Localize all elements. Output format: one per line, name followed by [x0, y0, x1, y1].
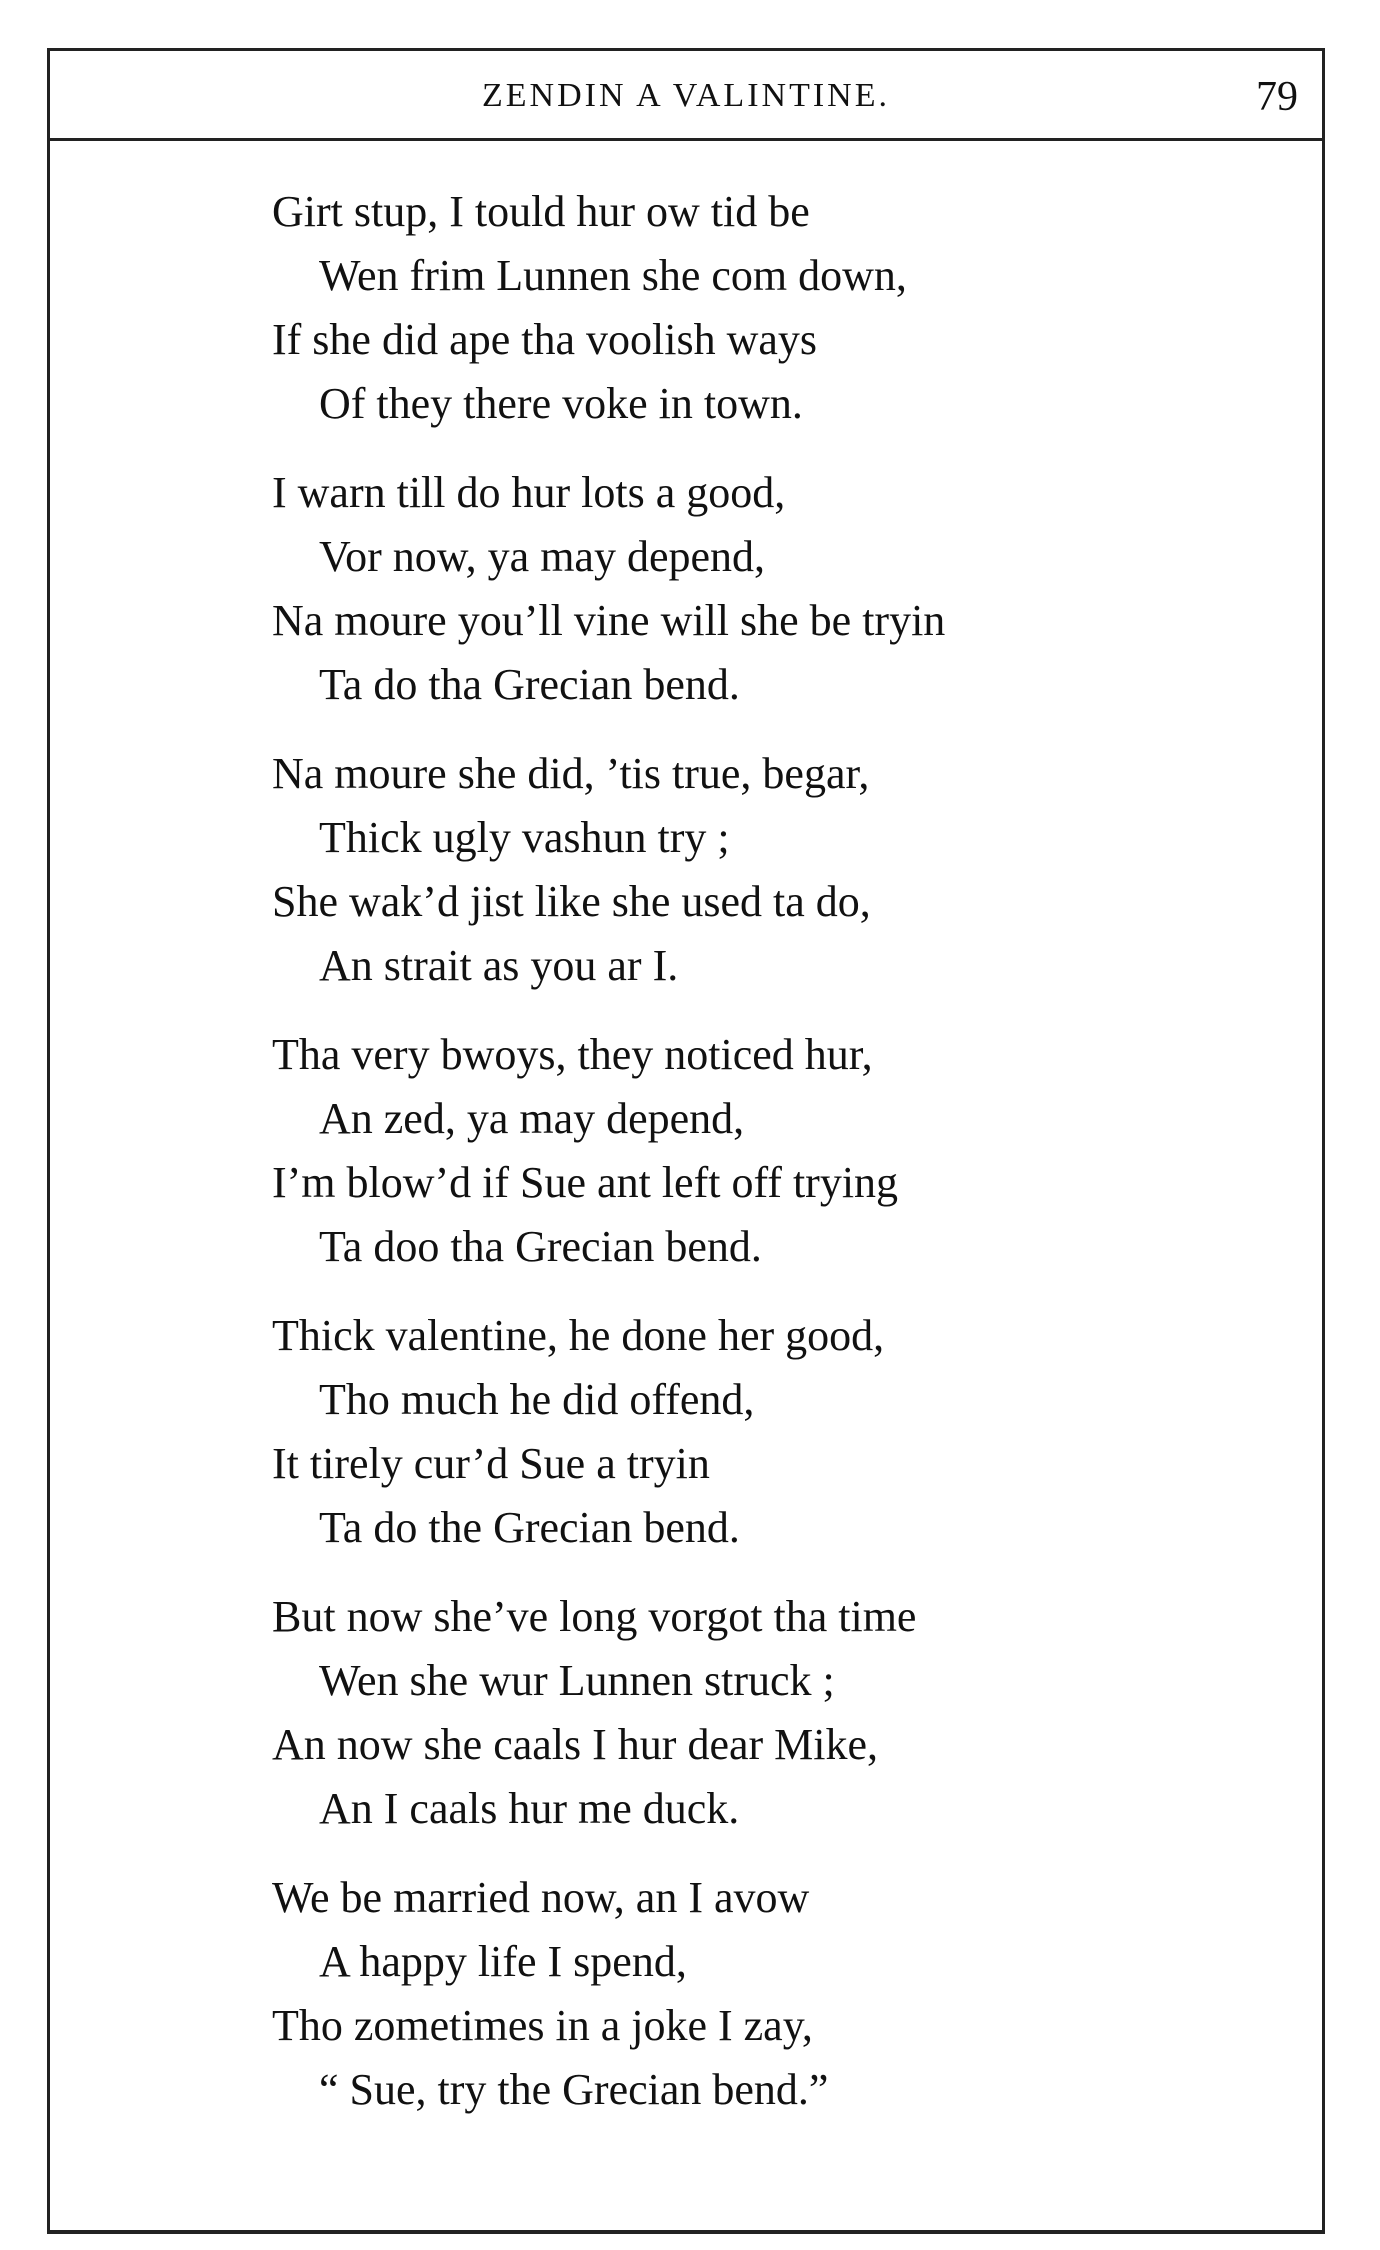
- stanza-3: [272, 742, 1172, 998]
- poem-line: An strait as you ar I.: [319, 941, 679, 990]
- poem: [272, 180, 1172, 2147]
- running-title: ZENDIN A VALINTINE.: [482, 77, 890, 114]
- poem-line: Wen she wur Lunnen struck ;: [319, 1656, 835, 1705]
- poem-line: An I caals hur me duck.: [319, 1784, 740, 1833]
- stanza-7: [272, 1866, 1172, 2122]
- poem-line: Ta do tha Grecian bend.: [319, 660, 740, 709]
- poem-line: It tirely cur’d Sue a tryin: [272, 1439, 710, 1488]
- poem-line: Wen frim Lunnen she com down,: [319, 251, 907, 300]
- poem-line: Tha very bwoys, they noticed hur,: [272, 1030, 873, 1079]
- stanza-6: [272, 1585, 1172, 1841]
- poem-line: Tho zometimes in a joke I zay,: [272, 2001, 813, 2050]
- page-number: 79: [1256, 74, 1298, 120]
- poem-line: Thick ugly vashun try ;: [319, 813, 730, 862]
- poem-line: An now she caals I hur dear Mike,: [272, 1720, 879, 1769]
- poem-line: Ta do the Grecian bend.: [319, 1503, 740, 1552]
- poem-line: A happy life I spend,: [319, 1937, 687, 1986]
- poem-line: Vor now, ya may depend,: [319, 532, 766, 581]
- poem-line: Girt stup, I tould hur ow tid be: [272, 187, 810, 236]
- poem-line: I warn till do hur lots a good,: [272, 468, 786, 517]
- poem-line: If she did ape tha voolish ways: [272, 315, 817, 364]
- poem-line: “ Sue, try the Grecian bend.”: [319, 2065, 829, 2114]
- poem-line: I’m blow’d if Sue ant left off trying: [272, 1158, 899, 1207]
- poem-line: She wak’d jist like she used ta do,: [272, 877, 871, 926]
- page-header: [50, 51, 1322, 141]
- stanza-2: [272, 461, 1172, 717]
- poem-line: But now she’ve long vorgot tha time: [272, 1592, 917, 1641]
- poem-line: Ta doo tha Grecian bend.: [319, 1222, 762, 1271]
- poem-line: Of they there voke in town.: [319, 379, 803, 428]
- stanza-4: [272, 1023, 1172, 1279]
- poem-line: Thick valentine, he done her good,: [272, 1311, 885, 1360]
- poem-line: Tho much he did offend,: [319, 1375, 755, 1424]
- stanza-1: [272, 180, 1172, 436]
- poem-line: Na moure you’ll vine will she be tryin: [272, 596, 946, 645]
- poem-line: We be married now, an I avow: [272, 1873, 810, 1922]
- poem-line: An zed, ya may depend,: [319, 1094, 745, 1143]
- poem-line: Na moure she did, ’tis true, begar,: [272, 749, 870, 798]
- stanza-5: [272, 1304, 1172, 1560]
